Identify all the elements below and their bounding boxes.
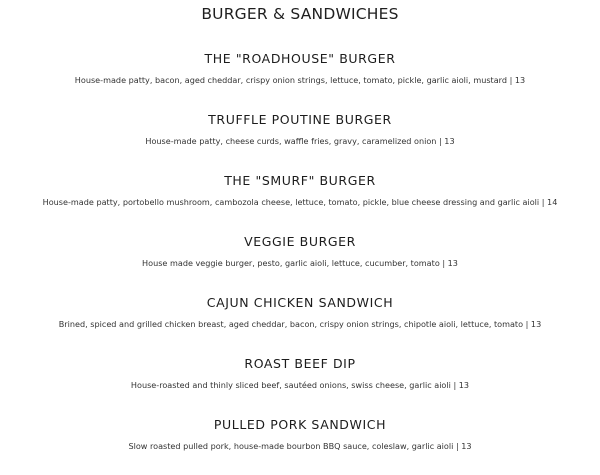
- item-name: CAJUN CHICKEN SANDWICH: [206, 295, 394, 310]
- item-description: House-roasted and thinly sliced beef, sautéed onions, swiss cheese, garlic aioli | 13: [130, 380, 470, 390]
- menu-item: [0, 234, 600, 269]
- menu-item: [0, 173, 600, 208]
- item-description: House-made patty, portobello mushroom, cambozola cheese, lettuce, tomato, pickle, blue cheese dressing and garlic aioli | 14: [42, 197, 558, 207]
- section-title: BURGER & SANDWICHES: [201, 5, 399, 23]
- menu-item: [0, 112, 600, 147]
- item-name: ROAST BEEF DIP: [244, 356, 356, 371]
- menu-item: [0, 417, 600, 452]
- menu-item: [0, 295, 600, 330]
- item-description: House-made patty, cheese curds, waffle fries, gravy, caramelized onion | 13: [145, 136, 455, 146]
- item-name: PULLED PORK SANDWICH: [213, 417, 387, 432]
- menu-item: [0, 356, 600, 391]
- menu-item: [0, 51, 600, 86]
- item-description: Brined, spiced and grilled chicken breast, aged cheddar, bacon, crispy onion strings, chipotle aioli, lettuce, tomato | 13: [58, 319, 542, 329]
- item-description: Slow roasted pulled pork, house-made bourbon BBQ sauce, coleslaw, garlic aioli | 13: [128, 441, 472, 451]
- item-name: TRUFFLE POUTINE BURGER: [208, 112, 392, 127]
- item-description: House made veggie burger, pesto, garlic aioli, lettuce, cucumber, tomato | 13: [142, 258, 458, 268]
- item-name: VEGGIE BURGER: [244, 234, 356, 249]
- item-name: THE "SMURF" BURGER: [224, 173, 376, 188]
- item-name: THE "ROADHOUSE" BURGER: [204, 51, 396, 66]
- item-description: House-made patty, bacon, aged cheddar, crispy onion strings, lettuce, tomato, pickle, garlic aioli, mustard | 13: [74, 75, 526, 85]
